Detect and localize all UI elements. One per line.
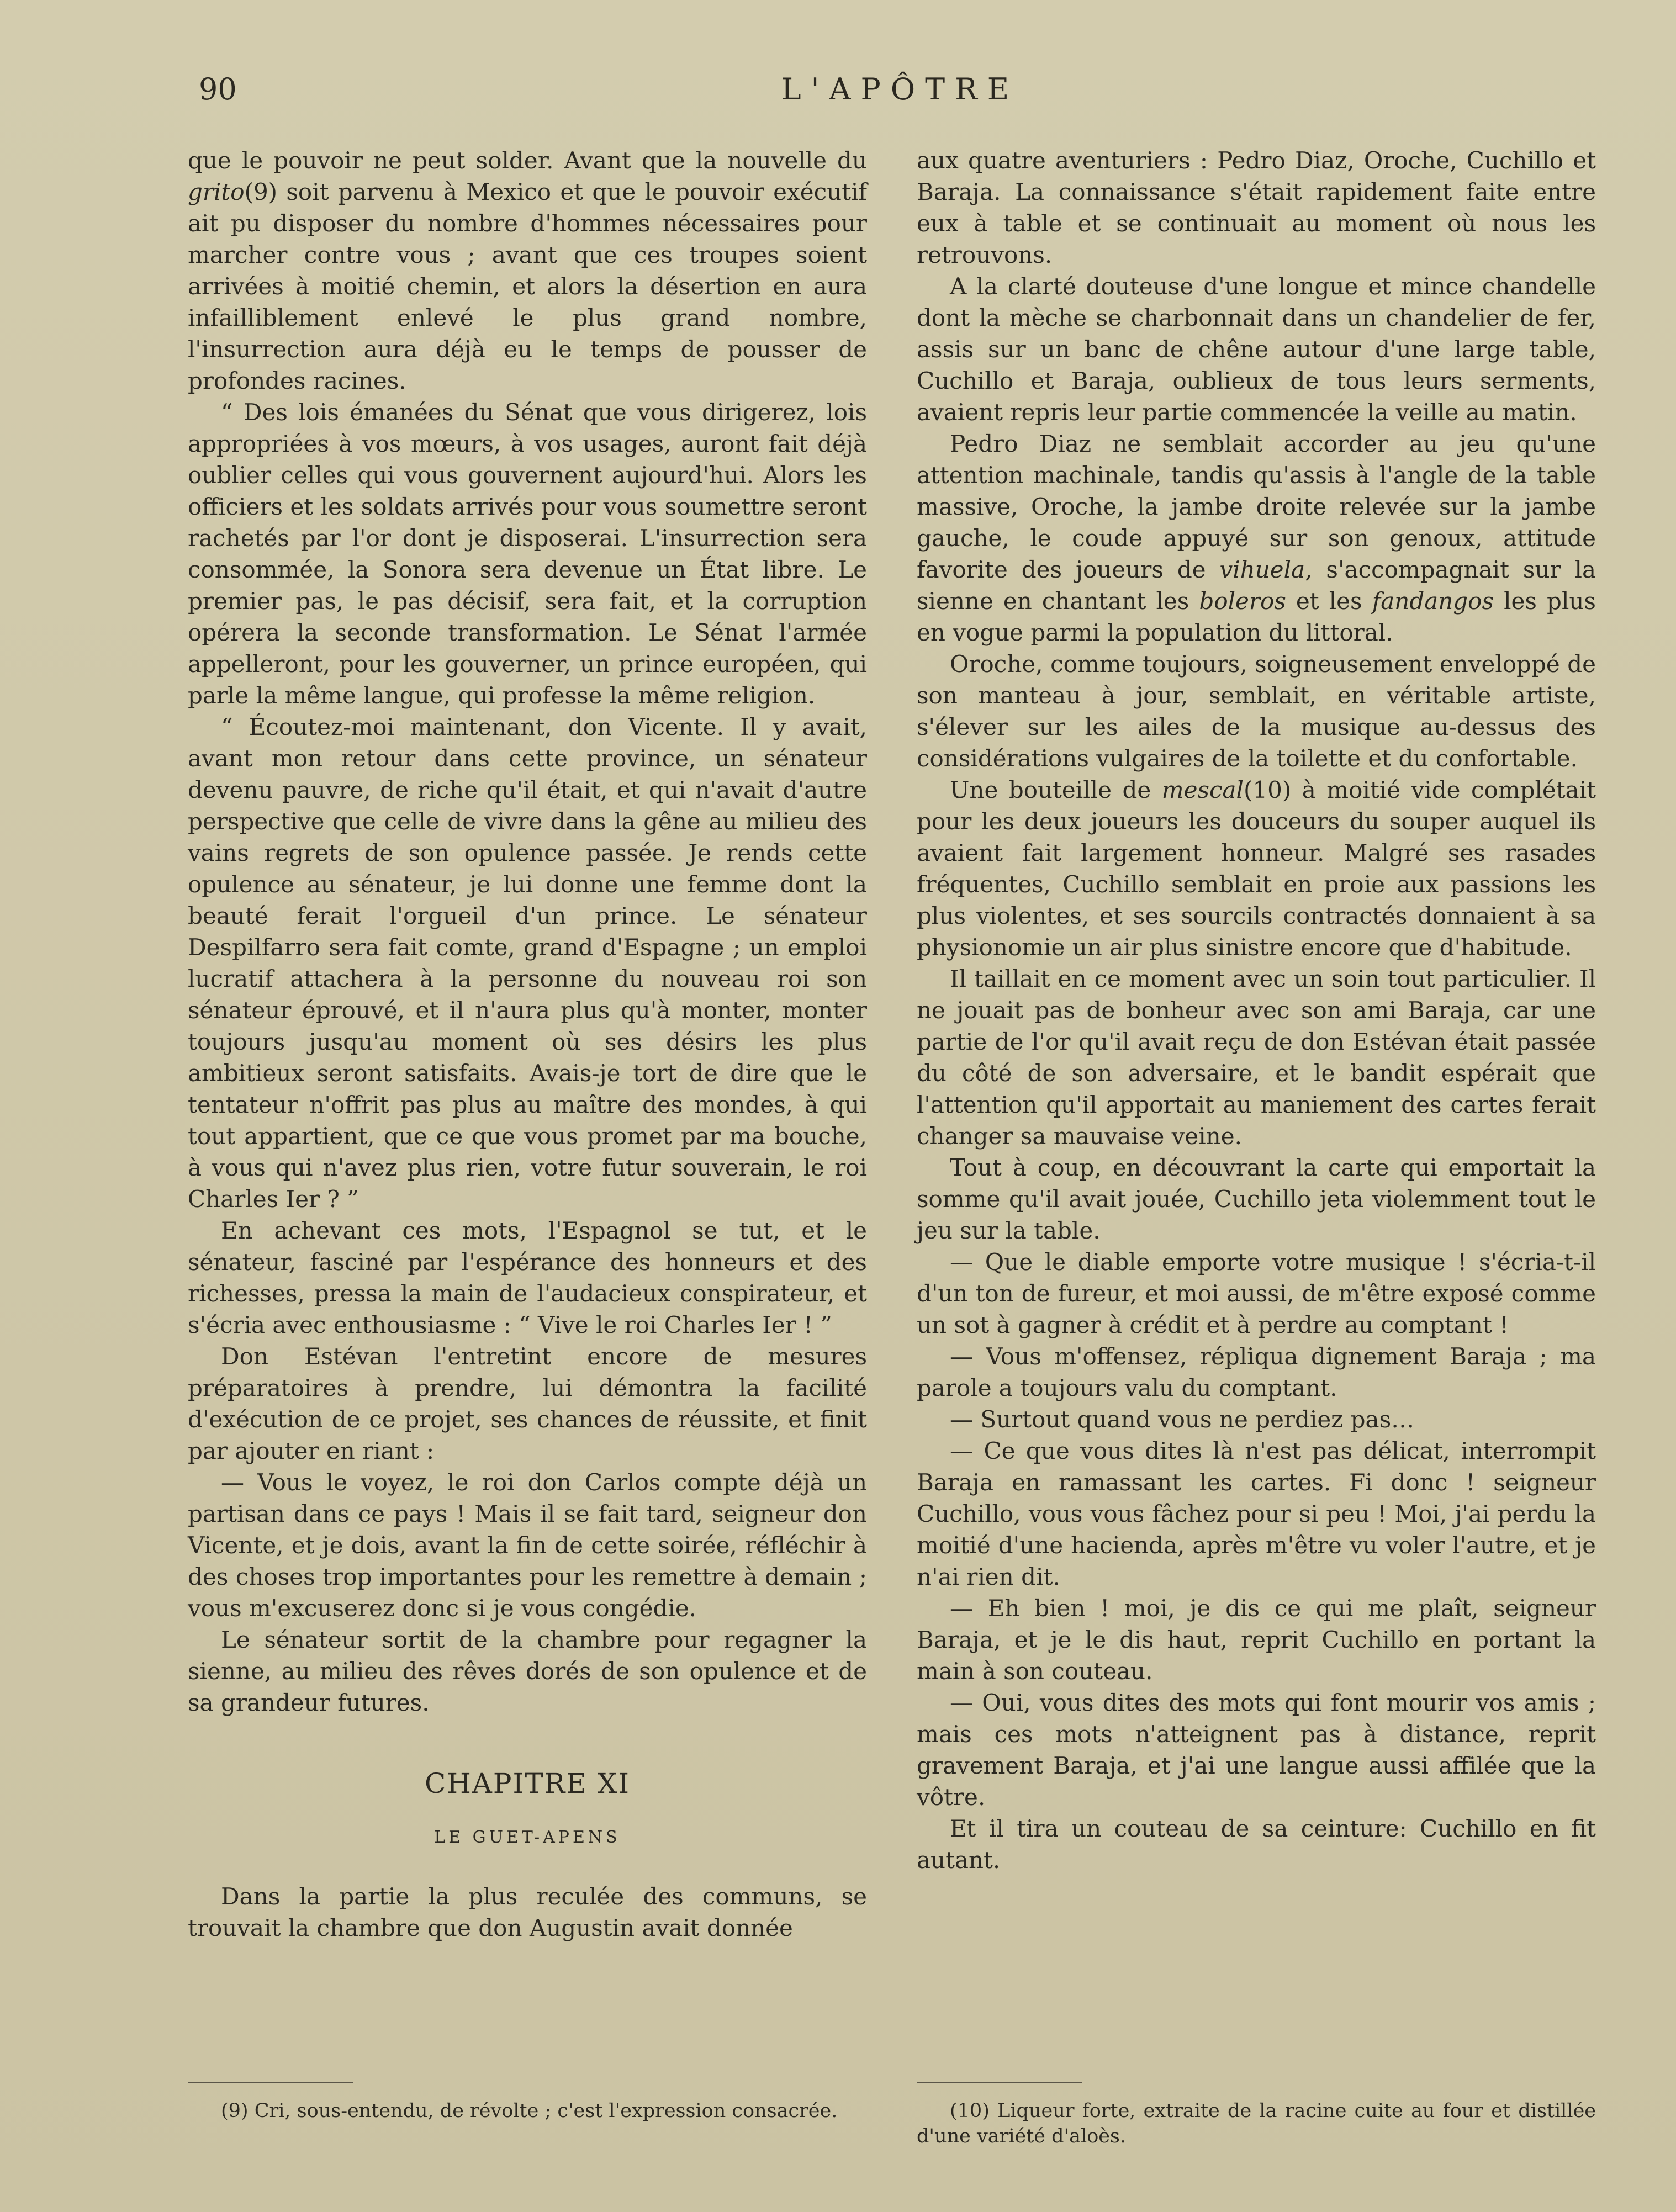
footnote-divider bbox=[188, 2082, 353, 2083]
paragraph: Pedro Diaz ne semblait accorder au jeu qu'une attention machinale, tandis qu'assis à l'angle de la table massive, Oroche, la jambe droite relevée sur la jambe gauche, le coude appuyé sur son genoux, attitude favorite des joueurs de vihuela, s'accompagnait sur la sienne en chantant les boleros et les fandangos les plus en vogue parmi la population du littoral. bbox=[917, 430, 1596, 646]
page-header bbox=[199, 72, 1601, 116]
chapter-title: CHAPITRE XI bbox=[424, 1768, 631, 1800]
left-column bbox=[188, 145, 867, 1944]
paragraph: — Oui, vous dites des mots qui font mourir vos amis ; mais ces mots n'atteignent pas à distance, reprit gravement Baraja, et j'ai une langue aussi affilée que la vôtre. bbox=[917, 1689, 1596, 1811]
paragraph: Tout à coup, en découvrant la carte qui emportait la somme qu'il avait jouée, Cuchillo jeta violemment tout le jeu sur la table. bbox=[917, 1154, 1596, 1244]
paragraph: — Eh bien ! moi, je dis ce qui me plaît, seigneur Baraja, et je le dis haut, reprit Cuchillo en portant la main à son couteau. bbox=[917, 1595, 1596, 1685]
paragraph: Une bouteille de mescal(10) à moitié vide complétait pour les deux joueurs les douceurs du souper auquel ils avaient fait largement honneur. Malgré ses rasades fréquentes, Cuchillo semblait en proie aux passions les plus violentes, et ses sourcils contractés donnaient à sa physionomie un air plus sinistre encore que d'habitude. bbox=[917, 776, 1596, 961]
paragraph: — Vous le voyez, le roi don Carlos compte déjà un partisan dans ce pays ! Mais il se fait tard, seigneur don Vicente, et je dois, avant la fin de cette soirée, réfléchir à des choses trop importantes pour les remettre à demain ; vous m'excuserez donc si je vous congédie. bbox=[188, 1469, 867, 1622]
paragraph: — Que le diable emporte votre musique ! s'écria-t-il d'un ton de fureur, et moi aussi, de m'être exposé comme un sot à gagner à crédit et à perdre au comptant ! bbox=[917, 1248, 1596, 1338]
right-column bbox=[917, 145, 1596, 1876]
paragraph: Il taillait en ce moment avec un soin tout particulier. Il ne jouait pas de bonheur avec son ami Baraja, car une partie de l'or qu'il avait reçu de don Estévan était passée du côté de son adversaire, et le bandit espérait que l'attention qu'il apportait au maniement des cartes ferait changer sa mauvaise veine. bbox=[917, 965, 1596, 1150]
paragraph: En achevant ces mots, l'Espagnol se tut, et le sénateur, fasciné par l'espérance des honneurs et des richesses, pressa la main de l'audacieux conspirateur, et s'écria avec enthousiasme : “ Vive le roi Charles Ier ! ” bbox=[188, 1217, 867, 1338]
footnote-10: (10) Liqueur forte, extraite de la racine cuite au four et distillée d'une variété d'aloès. bbox=[917, 2100, 1596, 2147]
paragraph: Don Estévan l'entretint encore de mesures préparatoires à prendre, lui démontra la facilité d'exécution de ce projet, ses chances de réussite, et finit par ajouter en riant : bbox=[188, 1343, 867, 1464]
chapter-subtitle: LE GUET-APENS bbox=[434, 1828, 621, 1847]
running-title: L'APÔTRE bbox=[781, 72, 1019, 107]
footnote-divider bbox=[917, 2082, 1082, 2083]
paragraph: — Vous m'offensez, répliqua dignement Baraja ; ma parole a toujours valu du comptant. bbox=[917, 1343, 1596, 1401]
paragraph: “ Écoutez-moi maintenant, don Vicente. Il y avait, avant mon retour dans cette province, un sénateur devenu pauvre, de riche qu'il était, et qui n'avait d'autre perspective que celle de vivre dans la gêne au milieu des vains regrets de son opulence passée. Je rends cette opulence au sénateur, je lui donne une femme dont la beauté ferait l'orgueil d'un prince. Le sénateur Despilfarro sera fait comte, grand d'Espagne ; un emploi lucratif attachera à la personne du nouveau roi son sénateur éprouvé, et il n'aura plus qu'à monter, monter toujours jusqu'au moment où ses désirs les plus ambitieux seront satisfaits. Avais-je tort de dire que le tentateur n'offrit pas plus au maître des mondes, à qui tout appartient, que ce que vous promet par ma bouche, à vous qui n'avez plus rien, votre futur souverain, le roi Charles Ier ? ” bbox=[188, 713, 867, 1213]
paragraph: Dans la partie la plus reculée des communs, se trouvait la chambre que don Augustin avait donnée bbox=[188, 1883, 867, 1941]
paragraph: que le pouvoir ne peut solder. Avant que la nouvelle du grito(9) soit parvenu à Mexico et que le pouvoir exécutif ait pu disposer du nombre d'hommes nécessaires pour marcher contre vous ; avant que ces troupes soient arrivées à moitié chemin, et alors la désertion en aura infailliblement enlevé le plus grand nombre, l'insurrection aura déjà eu le temps de pousser de profondes racines. bbox=[188, 147, 867, 394]
paragraph: “ Des lois émanées du Sénat que vous dirigerez, lois appropriées à vos mœurs, à vos usages, auront fait déjà oublier celles qui vous gouvernent aujourd'hui. Alors les officiers et les soldats arrivés pour vous soumettre seront rachetés par l'or dont je disposerai. L'insurrection sera consommée, la Sonora sera devenue un État libre. Le premier pas, le pas décisif, sera fait, et la corruption opérera la seconde transformation. Le Sénat l'armée appelleront, pour les gouverner, un prince européen, qui parle la même langue, qui professe la même religion. bbox=[188, 399, 867, 709]
paragraph: — Ce que vous dites là n'est pas délicat, interrompit Baraja en ramassant les cartes. Fi donc ! seigneur Cuchillo, vous vous fâchez pour si peu ! Moi, j'ai perdu la moitié d'une hacienda, après m'être vu voler l'autre, et je n'ai rien dit. bbox=[917, 1437, 1596, 1590]
paragraph: — Surtout quand vous ne perdiez pas… bbox=[950, 1406, 1415, 1433]
footnote-9: (9) Cri, sous-entendu, de révolte ; c'est l'expression consacrée. bbox=[221, 2100, 838, 2122]
paragraph: aux quatre aventuriers : Pedro Diaz, Oroche, Cuchillo et Baraja. La connaissance s'était rapidement faite entre eux à table et se continuait au moment où nous les retrouvons. bbox=[917, 147, 1596, 268]
paragraph: A la clarté douteuse d'une longue et mince chandelle dont la mèche se charbonnait dans un chandelier de fer, assis sur un banc de chêne autour d'une large table, Cuchillo et Baraja, oublieux de tous leurs serments, avaient repris leur partie commencée la veille au matin. bbox=[917, 273, 1596, 426]
page-number: 90 bbox=[199, 72, 237, 107]
paragraph: Le sénateur sortit de la chambre pour regagner la sienne, au milieu des rêves dorés de son opulence et de sa grandeur futures. bbox=[188, 1626, 867, 1716]
paragraph: Oroche, comme toujours, soigneusement enveloppé de son manteau à jour, semblait, en véritable artiste, s'élever sur les ailes de la musique au-dessus des considérations vulgaires de la toilette et du confortable. bbox=[917, 650, 1596, 772]
paragraph: Et il tira un couteau de sa ceinture: Cuchillo en fit autant. bbox=[917, 1815, 1596, 1874]
